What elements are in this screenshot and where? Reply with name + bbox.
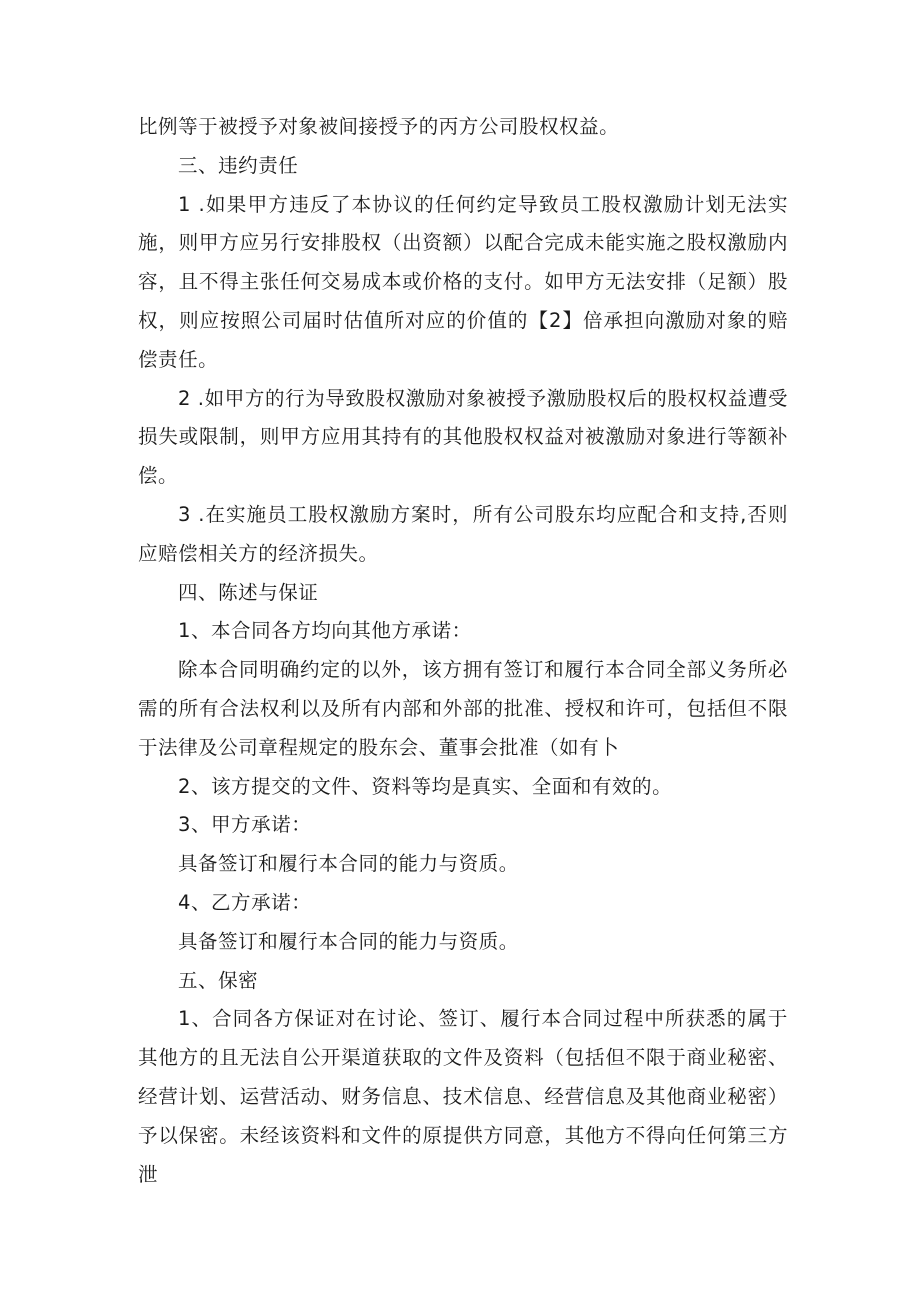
clause-3-1: 1 .如果甲方违反了本协议的任何约定导致员工股权激励计划无法实施，则甲方应另行安排股权（出资额）以配合完成未能实施之股权激励内容，且不得主张任何交易成本或价格的支付。如甲方无法安排（足额）股权，则应按照公司届时估值所对应的价值的【2】倍承担向激励对象的赔偿责任。 — [138, 192, 788, 371]
clause-4-4: 4、乙方承诺： — [178, 890, 312, 914]
clause-4-1: 1、本合同各方均向其他方承诺： — [178, 619, 472, 643]
section-heading-representations: 四、陈述与保证 — [178, 580, 319, 604]
clause-4-1-body: 除本合同明确约定的以外，该方拥有签订和履行本合同全部义务所必需的所有合法权利以及所有内部和外部的批准、授权和许可，包括但不限于法律及公司章程规定的股东会、董事会批准（如有卜 — [138, 658, 788, 759]
clause-5-1: 1、合同各方保证对在讨论、签订、履行本合同过程中所获悉的属于其他方的且无法自公开渠道获取的文件及资料（包括但不限于商业秘密、经营计划、运营活动、财务信息、技术信息、经营信息及其他商业秘密）予以保密。未经该资料和文件的原提供方同意，其他方不得向任何第三方泄 — [138, 1007, 788, 1186]
section-heading-breach-liability: 三、违约责任 — [178, 153, 299, 177]
clause-3-2: 2 .如甲方的行为导致股权激励对象被授予激励股权后的股权权益遭受损失或限制，则甲方应用其持有的其他股权权益对被激励对象进行等额补偿。 — [138, 386, 788, 488]
document-body — [138, 108, 788, 1194]
clause-4-2: 2、该方提交的文件、资料等均是真实、全面和有效的。 — [178, 774, 673, 798]
clause-4-3: 3、甲方承诺： — [178, 813, 312, 837]
clause-4-4-body: 具备签订和履行本合同的能力与资质。 — [178, 929, 519, 953]
section-heading-confidentiality: 五、保密 — [178, 968, 259, 992]
paragraph-continuation: 比例等于被授予对象被间接授予的丙方公司股权权益。 — [138, 115, 620, 138]
clause-3-3: 3 .在实施员工股权激励方案时，所有公司股东均应配合和支持,否则应赔偿相关方的经济损失。 — [138, 502, 788, 565]
clause-4-3-body: 具备签订和履行本合同的能力与资质。 — [178, 852, 519, 876]
